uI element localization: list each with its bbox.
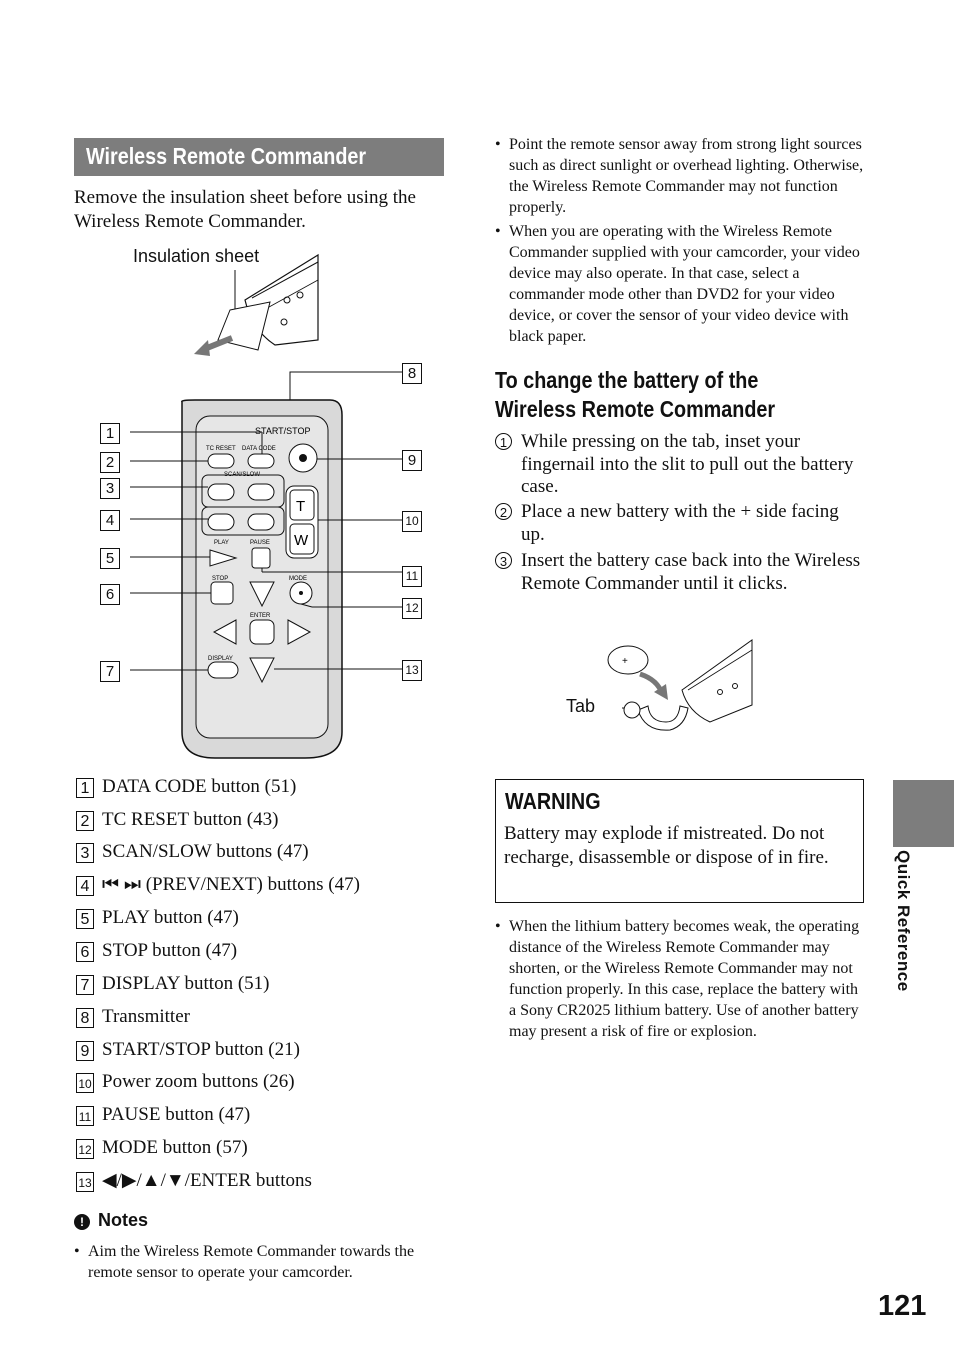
section-title-banner xyxy=(74,138,444,176)
note-item: • Point the remote sensor away from strong light sources such as direct sunlight or overhead lighting. Otherwise, the Wireless Remote Commander may not function properly. xyxy=(495,134,865,218)
note-item: • Aim the Wireless Remote Commander towards the remote sensor to operate your camcorder. xyxy=(74,1241,449,1283)
chapter-tab xyxy=(893,780,954,847)
legend-item: 12 MODE button (57) xyxy=(76,1134,456,1162)
legend-item: 3 SCAN/SLOW buttons (47) xyxy=(76,838,456,866)
callout-10: 10 xyxy=(402,511,422,532)
intro-text: Remove the insulation sheet before using the Wireless Remote Commander. xyxy=(74,187,416,232)
callout-7: 7 xyxy=(100,661,120,682)
legend-item: 11 PAUSE button (47) xyxy=(76,1101,456,1129)
legend-item: 1 DATA CODE button (51) xyxy=(76,773,456,801)
legend-item: 7 DISPLAY button (51) xyxy=(76,970,456,998)
warning-title: WARNING xyxy=(505,788,601,814)
callout-13: 13 xyxy=(402,660,422,681)
insulation-sheet-illustration xyxy=(190,250,320,360)
callout-9: 9 xyxy=(402,450,422,471)
notes-icon: ! xyxy=(74,1214,90,1230)
step-item: 2 Place a new battery with the + side facing up. xyxy=(495,501,865,546)
notes-left-list xyxy=(74,1241,449,1286)
zoom-t-label: T xyxy=(296,498,306,515)
note-item: • When you are operating with the Wireless Remote Commander supplied with your camcorder, your video device may also operate. In that case, select a commander mode other than DVD2 for your video device, or cover the sensor of your video device with black paper. xyxy=(495,221,865,347)
callout-11: 11 xyxy=(402,566,422,587)
notes-right-list xyxy=(495,134,865,350)
data-code-label: DATA CODE xyxy=(242,446,276,452)
scan-slow-label: SCAN/SLOW xyxy=(224,472,261,478)
stop-label: STOP xyxy=(212,576,229,582)
callout-12: 12 xyxy=(402,598,422,619)
note-item: • When the lithium battery becomes weak, the operating distance of the Wireless Remote Commander may shorten, or the Wireless Remote Commander may not function properly. In this case, replace the battery with a Sony CR2025 lithium battery. Use of another battery may present a risk of fire or explosion. xyxy=(495,916,865,1042)
callout-5: 5 xyxy=(100,548,120,569)
play-label: PLAY xyxy=(214,540,229,546)
legend-item: 13 ◀/▶/▲/▼/ENTER buttons xyxy=(76,1167,456,1195)
legend-item: 2 TC RESET button (43) xyxy=(76,806,456,834)
display-label: DISPLAY xyxy=(208,656,233,662)
callout-1: 1 xyxy=(100,423,120,444)
step-item: 3 Insert the battery case back into the Wireless Remote Commander until it clicks. xyxy=(495,550,865,595)
tab-label: Tab xyxy=(566,696,596,716)
warning-note-list xyxy=(495,916,865,1045)
legend-item: 6 STOP button (47) xyxy=(76,937,456,965)
svg-text:+: + xyxy=(622,656,628,667)
section-title: Wireless Remote Commander xyxy=(86,143,367,169)
start-stop-label: START/STOP xyxy=(255,426,311,436)
page-number: 121 xyxy=(878,1290,927,1322)
step-item: 1 While pressing on the tab, inset your fingernail into the slit to pull out the battery case. xyxy=(495,431,865,499)
legend-item: 9 START/STOP button (21) xyxy=(76,1036,456,1064)
insulation-sheet-label: Insulation sheet xyxy=(133,246,260,266)
warning-text: Battery may explode if mistreated. Do not recharge, disassemble or dispose of in fire. xyxy=(504,823,829,868)
legend-item: 10 Power zoom buttons (26) xyxy=(76,1068,456,1096)
enter-label: ENTER xyxy=(250,613,271,619)
zoom-w-label: W xyxy=(294,532,309,549)
callout-3: 3 xyxy=(100,478,120,499)
callout-4: 4 xyxy=(100,510,120,531)
callout-2: 2 xyxy=(100,452,120,473)
battery-heading: To change the battery of the Wireless Remote Commander xyxy=(495,367,776,422)
notes-heading: ! Notes xyxy=(74,1210,148,1231)
battery-change-illustration xyxy=(590,630,755,742)
legend-item: 4 ⏮ ⏭ (PREV/NEXT) buttons (47) xyxy=(76,871,456,899)
callout-8: 8 xyxy=(402,363,422,384)
callout-6: 6 xyxy=(100,584,120,605)
pause-label: PAUSE xyxy=(250,540,270,546)
remote-commander-illustration xyxy=(90,360,430,765)
tc-reset-label: TC RESET xyxy=(206,446,236,452)
warning-box xyxy=(495,779,864,903)
legend-item: 8 Transmitter xyxy=(76,1003,456,1031)
chapter-label: Quick Reference xyxy=(894,850,913,992)
legend-item: 5 PLAY button (47) xyxy=(76,904,456,932)
mode-label: MODE xyxy=(289,576,307,582)
